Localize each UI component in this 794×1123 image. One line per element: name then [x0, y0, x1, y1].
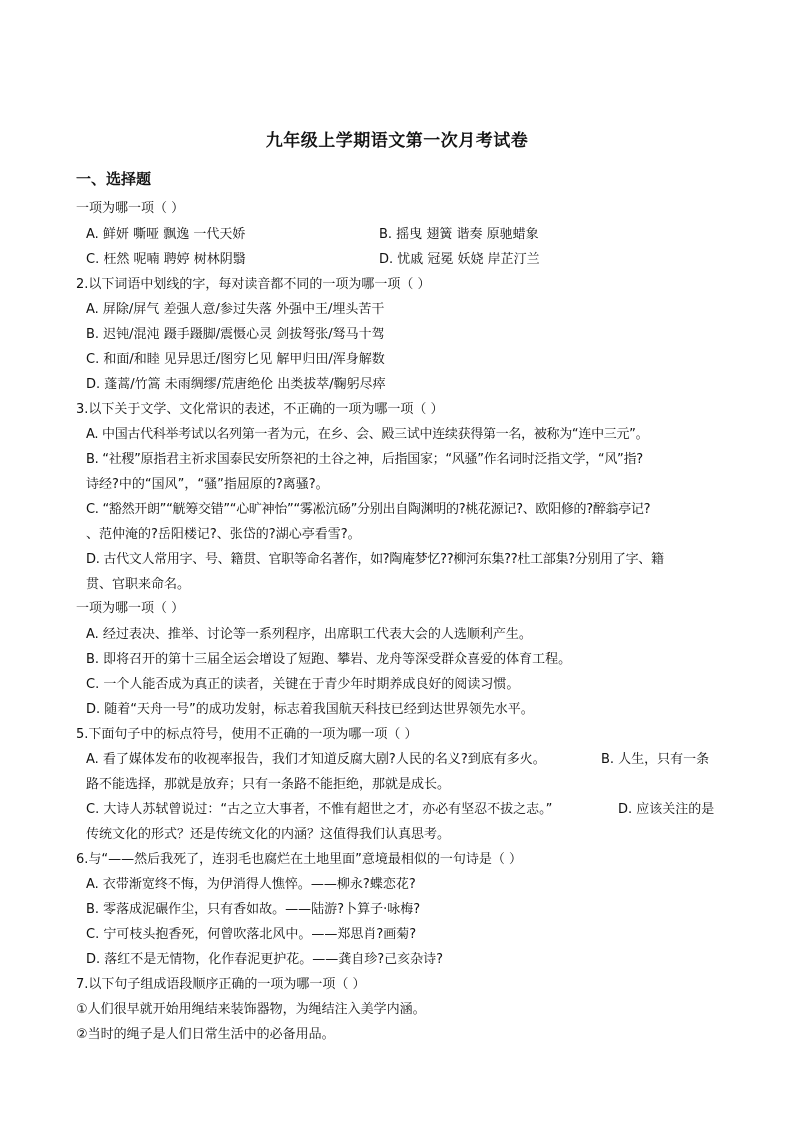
q1-option-b: B. 摇曳 翅簧 谐奏 原驰蜡象 — [379, 227, 539, 242]
q4-stem: 一项为哪一项（ ） — [76, 601, 185, 616]
q5-option-c: C. 大诗人苏轼曾说过：“古之立大事者，不惟有超世之才，亦必有坚忍不拔之志。” — [86, 802, 553, 817]
q1-option-c: C. 枉然 呢喃 聘婷 树林阴翳 — [86, 252, 246, 267]
q5-option-d-line2: 传统文化的形式？还是传统文化的内涵？这值得我们认真思考。 — [86, 827, 451, 842]
q2-stem: 2.以下词语中划线的字，每对读音都不同的一项为哪一项（ ） — [76, 277, 431, 292]
q3-option-d-line2: 贯、官职来命名。 — [86, 577, 191, 592]
q2-option-b: B. 迟钝/混沌 蹑手蹑脚/震慑心灵 剑拔弩张/驽马十驾 — [86, 327, 385, 342]
q4-option-b: B. 即将召开的第十三届全运会增设了短跑、攀岩、龙舟等深受群众喜爱的体育工程。 — [86, 652, 572, 667]
page-title: 九年级上学期语文第一次月考试卷 — [265, 131, 529, 151]
section-heading: 一、选择题 — [76, 170, 152, 188]
q3-option-c-line2: 、范仲淹的?岳阳楼记?、张岱的?湖心亭看雪?。 — [86, 527, 361, 542]
q2-option-a: A. 屏除/屏气 差强人意/参过失落 外强中王/埋头苦干 — [86, 302, 385, 317]
q3-option-a: A. 中国古代科举考试以名列第一者为元，在乡、会、殿三试中连续获得第一名，被称为“连中三元”。 — [86, 427, 649, 442]
q6-option-a: A. 衣带渐宽终不悔，为伊消得人憔悴。——柳永?蝶恋花? — [86, 877, 416, 892]
q1-stem: 一项为哪一项（ ） — [76, 201, 185, 216]
q3-option-b-line2: 诗经?中的“国风”，“骚”指屈原的?离骚?。 — [86, 477, 329, 492]
q3-stem: 3.以下关于文学、文化常识的表述，不正确的一项为哪一项（ ） — [76, 402, 444, 417]
q5-option-a: A. 看了媒体发布的收视率报告，我们才知道反腐大剧?人民的名义?到底有多火。 — [86, 752, 546, 767]
q4-option-d: D. 随着“天舟一号”的成功发射，标志着我国航天科技已经到达世界领先水平。 — [86, 702, 534, 717]
q6-option-d: D. 落红不是无情物，化作春泥更护花。——龚自珍?己亥杂诗? — [86, 952, 444, 967]
q6-option-b: B. 零落成泥碾作尘，只有香如故。——陆游?卜算子·咏梅? — [86, 902, 421, 917]
q3-option-b-line1: B. “社稷”原指君主祈求国泰民安所祭祀的土谷之神，后指国家；“风骚”作名词时泛指文学，“风”指? — [86, 452, 643, 467]
q3-option-c-line1: C. “豁然开朗”“觥筹交错”“心旷神怡”“雾凇沆砀”分别出自陶渊明的?桃花源记?、欧阳修的?醉翁亭记? — [86, 502, 651, 517]
q4-option-a: A. 经过表决、推举、讨论等一系列程序，出席职工代表大会的人选顺利产生。 — [86, 627, 532, 642]
q2-option-d: D. 蓬蒿/竹篙 未雨绸缪/荒唐绝伦 出类拔萃/鞠躬尽瘁 — [86, 377, 386, 392]
q2-option-c: C. 和面/和睦 见异思迁/图穷匕见 解甲归田/浑身解数 — [86, 352, 385, 367]
q6-option-c: C. 宁可枝头抱香死，何曾吹落北风中。——郑思肖?画菊? — [86, 927, 417, 942]
q5-option-b-line2: 路不能选择，那就是放弃；只有一条路不能拒绝，那就是成长。 — [86, 777, 451, 792]
q7-stem: 7.以下句子组成语段顺序正确的一项为哪一项（ ） — [76, 977, 366, 992]
q5-stem: 5.下面句子中的标点符号，使用不正确的一项为哪一项（ ） — [76, 727, 418, 742]
q1-option-a: A. 鲜妍 嘶哑 飘逸 一代天娇 — [86, 227, 246, 242]
q6-stem: 6.与“——然后我死了，连羽毛也腐烂在土地里面”意境最相似的一句诗是（ ） — [76, 852, 523, 867]
q5-option-b-line1: B. 人生，只有一条 — [601, 752, 710, 767]
q5-option-d-line1: D. 应该关注的是 — [618, 802, 715, 817]
q7-sentence-2: ②当时的绳子是人们日常生活中的必备用品。 — [76, 1027, 335, 1042]
q7-sentence-1: ①人们很早就开始用绳结来装饰器物，为绳结注入美学内涵。 — [76, 1002, 426, 1017]
q3-option-d-line1: D. 古代文人常用字、号、籍贯、官职等命名著作，如?陶庵梦忆??柳河东集??杜工部集?分别用了字、籍 — [86, 552, 664, 567]
q4-option-c: C. 一个人能否成为真正的读者，关键在于青少年时期养成良好的阅读习惯。 — [86, 677, 520, 692]
q1-option-d: D. 忧戚 冠冕 妖娆 岸芷汀兰 — [379, 252, 540, 267]
